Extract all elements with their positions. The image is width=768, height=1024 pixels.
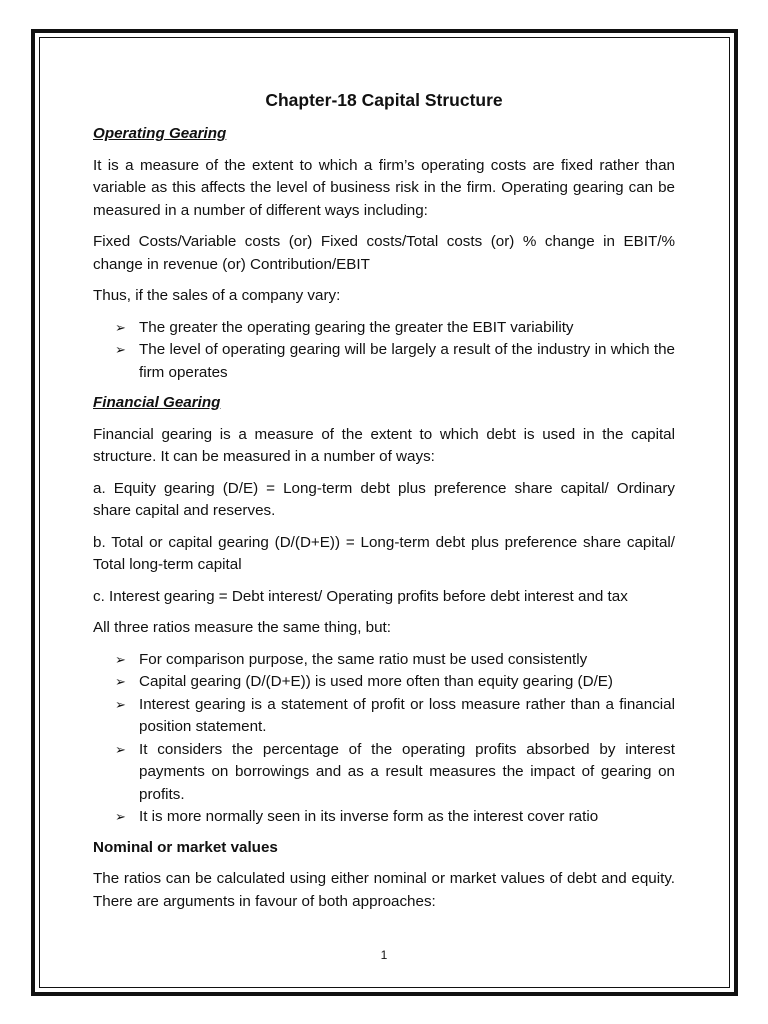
list-item: ➢ It considers the percentage of the operating profits absorbed by interest payments on borrowings and as a result measures the impact of gearing on profits.: [115, 740, 675, 803]
financial-gearing-item-b: b. Total or capital gearing (D/(D+E)) = Long-term debt plus preference share capital/ Total long-term capital: [93, 533, 675, 573]
arrow-bullet-icon: ➢: [115, 674, 126, 689]
document-body: [93, 88, 675, 922]
arrow-bullet-icon: ➢: [115, 651, 126, 667]
page-title: Chapter-18 Capital Structure: [265, 90, 503, 110]
page-number: 1: [380, 948, 388, 962]
financial-gearing-para-2: All three ratios measure the same thing, but:: [93, 619, 391, 636]
arrow-bullet-icon: ➢: [115, 809, 126, 824]
arrow-bullet-icon: ➢: [115, 342, 126, 357]
arrow-bullet-icon: ➢: [115, 696, 126, 712]
nominal-market-heading: Nominal or market values: [93, 838, 278, 856]
financial-gearing-para-1: Financial gearing is a measure of the extent to which debt is used in the capital structure. It can be measured in a number of ways:: [93, 425, 675, 465]
operating-gearing-para-3: Thus, if the sales of a company vary:: [93, 287, 341, 304]
list-item: ➢ The greater the operating gearing the greater the EBIT variability: [93, 317, 675, 340]
nominal-market-para-1: The ratios can be calculated using either nominal or market values of debt and equity. There are arguments in favour of both approaches:: [93, 870, 675, 910]
financial-gearing-heading: Financial Gearing: [93, 394, 221, 411]
operating-gearing-bullets: [93, 317, 675, 385]
list-item: ➢ For comparison purpose, the same ratio must be used consistently: [93, 649, 675, 672]
financial-gearing-item-a: a. Equity gearing (D/E) = Long-term debt plus preference share capital/ Ordinary share capital and reserves.: [93, 479, 675, 519]
arrow-bullet-icon: ➢: [115, 741, 126, 757]
financial-gearing-item-c: c. Interest gearing = Debt interest/ Operating profits before debt interest and tax: [93, 587, 628, 605]
list-item: ➢ The level of operating gearing will be largely a result of the industry in which the firm operates: [115, 341, 675, 381]
arrow-bullet-icon: ➢: [115, 319, 126, 335]
financial-gearing-bullets: [93, 649, 675, 829]
list-item: ➢ Capital gearing (D/(D+E)) is used more often than equity gearing (D/E): [93, 671, 675, 694]
list-item: ➢ Interest gearing is a statement of profit or loss measure rather than a financial position statement.: [115, 695, 675, 735]
operating-gearing-para-1: It is a measure of the extent to which a firm’s operating costs are fixed rather than variable as this affects the level of business risk in the firm. Operating gearing can be measured in a number of different ways including:: [93, 156, 675, 219]
operating-gearing-para-2: Fixed Costs/Variable costs (or) Fixed costs/Total costs (or) % change in EBIT/% change in revenue (or) Contribution/EBIT: [93, 233, 675, 273]
operating-gearing-heading: Operating Gearing: [93, 125, 227, 142]
list-item: ➢ It is more normally seen in its inverse form as the interest cover ratio: [93, 806, 675, 829]
